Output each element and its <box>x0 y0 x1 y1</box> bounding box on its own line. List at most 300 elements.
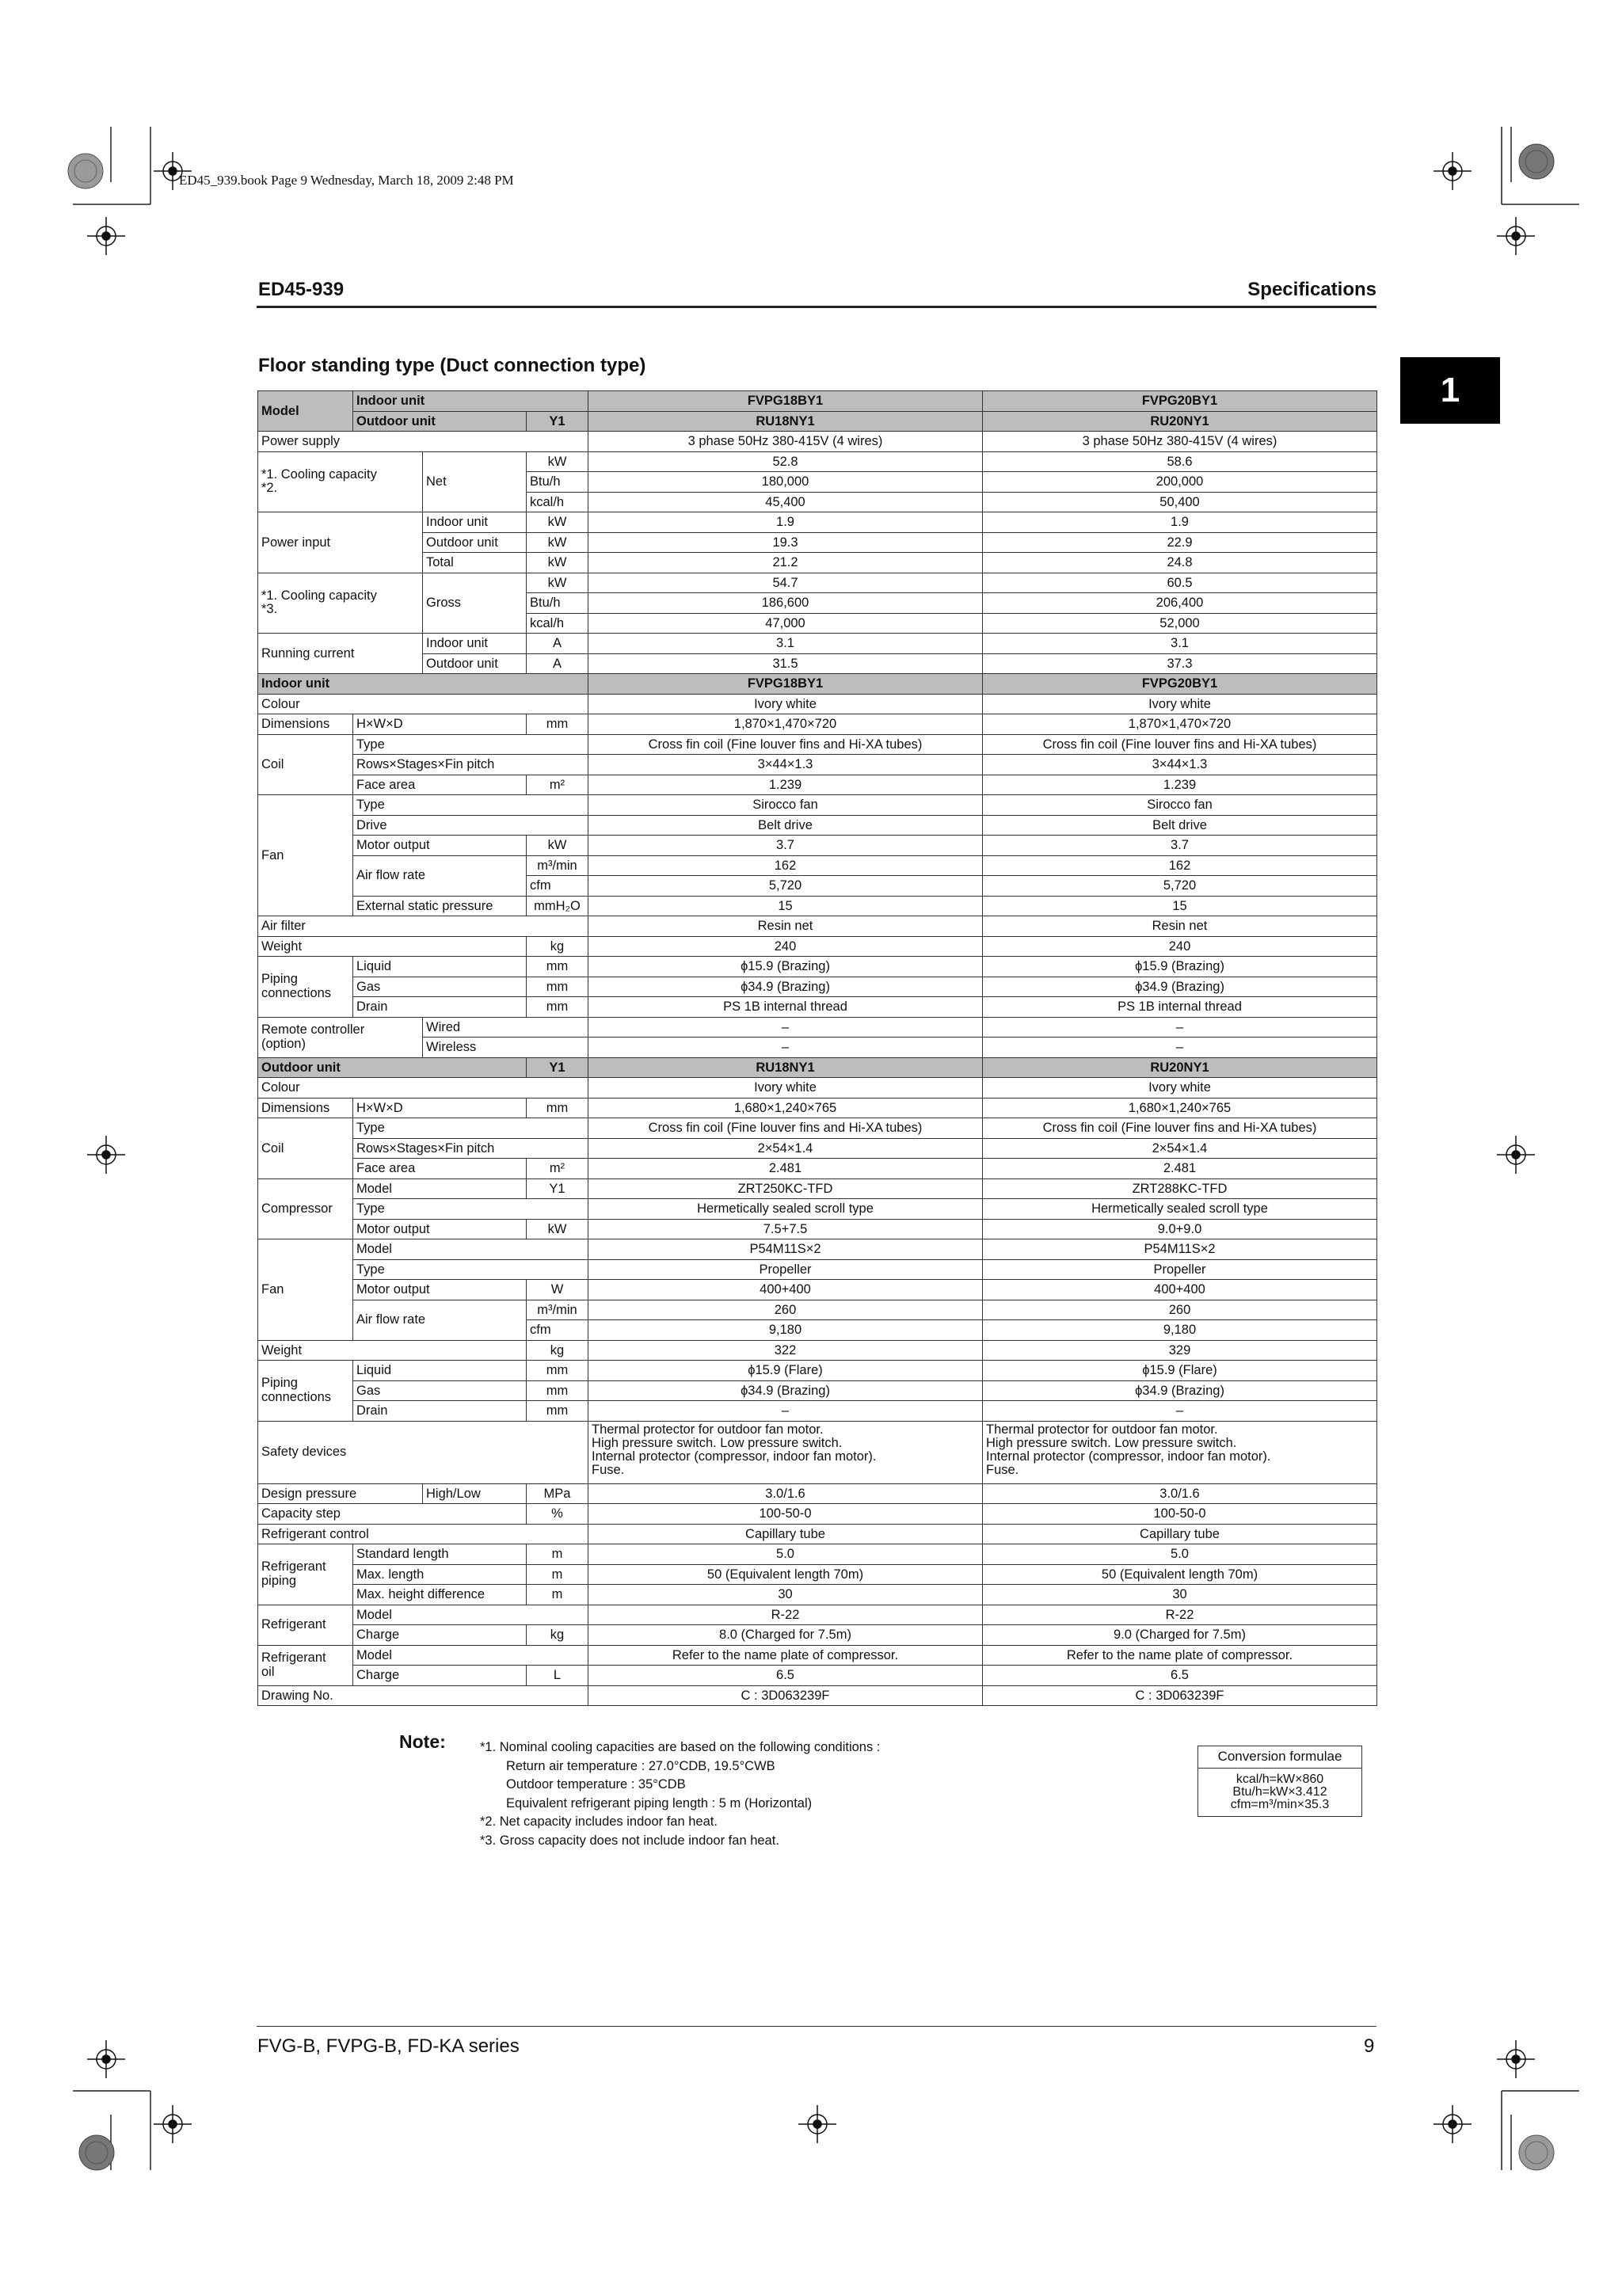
table-cell: Type <box>353 1259 588 1280</box>
table-row <box>258 1239 1377 1260</box>
table-cell: 37.3 <box>983 653 1377 674</box>
table-cell: 400+400 <box>983 1280 1377 1300</box>
table-cell: Safety devices <box>258 1421 588 1483</box>
table-cell: mmH₂O <box>527 896 588 916</box>
table-cell: Outdoor unit <box>258 1057 527 1078</box>
table-cell: 58.6 <box>983 451 1377 472</box>
table-cell: Cross fin coil (Fine louver fins and Hi-XA tubes) <box>588 734 983 755</box>
table-cell: 400+400 <box>588 1280 983 1300</box>
table-cell: Motor output <box>353 1219 527 1239</box>
table-group-header-row <box>258 411 1377 432</box>
table-cell: kW <box>527 573 588 593</box>
table-row <box>258 815 1377 836</box>
table-cell: 100-50-0 <box>588 1504 983 1525</box>
table-cell: 3 phase 50Hz 380-415V (4 wires) <box>983 432 1377 452</box>
table-cell: Charge <box>353 1625 527 1646</box>
table-row <box>258 1645 1377 1666</box>
table-cell: ϕ15.9 (Brazing) <box>983 957 1377 977</box>
table-cell: kg <box>527 1625 588 1646</box>
table-cell: Refrigerant oil <box>258 1645 353 1685</box>
table-cell: 329 <box>983 1340 1377 1361</box>
table-cell: mm <box>527 1361 588 1381</box>
table-cell: kW <box>527 451 588 472</box>
table-cell: Indoor unit <box>258 674 588 695</box>
footer-rule <box>257 2026 1376 2027</box>
table-cell: *1. Cooling capacity *3. <box>258 573 423 634</box>
table-cell: ϕ15.9 (Flare) <box>588 1361 983 1381</box>
table-row <box>258 896 1377 916</box>
table-cell: mm <box>527 714 588 735</box>
table-cell: – <box>983 1038 1377 1058</box>
table-cell: Standard length <box>353 1544 527 1565</box>
table-cell: 6.5 <box>588 1666 983 1686</box>
table-cell: Liquid <box>353 957 527 977</box>
table-cell: Running current <box>258 634 423 674</box>
table-cell: Y1 <box>527 1057 588 1078</box>
header-rule <box>257 306 1376 308</box>
table-cell: 260 <box>983 1300 1377 1320</box>
table-cell: % <box>527 1504 588 1525</box>
table-cell: Piping connections <box>258 1361 353 1422</box>
table-cell: 50 (Equivalent length 70m) <box>588 1564 983 1585</box>
table-cell: Refer to the name plate of compressor. <box>983 1645 1377 1666</box>
table-cell: 31.5 <box>588 653 983 674</box>
table-cell: RU18NY1 <box>588 411 983 432</box>
table-cell: 162 <box>983 855 1377 876</box>
table-cell: RU20NY1 <box>983 1057 1377 1078</box>
table-cell: kg <box>527 1340 588 1361</box>
table-cell: 2.481 <box>588 1159 983 1179</box>
table-cell: 6.5 <box>983 1666 1377 1686</box>
table-cell: Resin net <box>983 916 1377 937</box>
table-cell: mm <box>527 997 588 1018</box>
table-cell: Y1 <box>527 411 588 432</box>
table-row <box>258 795 1377 816</box>
table-cell: mm <box>527 1380 588 1401</box>
table-cell: Wired <box>423 1017 588 1038</box>
table-cell: Hermetically sealed scroll type <box>983 1199 1377 1220</box>
table-row <box>258 916 1377 937</box>
table-cell: Air filter <box>258 916 588 937</box>
table-cell: 2.481 <box>983 1159 1377 1179</box>
conversion-line: Btu/h=kW×3.412 <box>1232 1785 1327 1799</box>
table-cell: Colour <box>258 1078 588 1099</box>
notes-list <box>480 1738 880 1851</box>
table-row <box>258 755 1377 775</box>
table-row <box>258 1380 1377 1401</box>
table-cell: kW <box>527 1219 588 1239</box>
table-cell: Motor output <box>353 836 527 856</box>
table-row <box>258 1098 1377 1118</box>
table-cell: cfm <box>527 1320 588 1341</box>
table-cell: cfm <box>527 876 588 897</box>
table-cell: 206,400 <box>983 593 1377 614</box>
table-cell: Thermal protector for outdoor fan motor. High pressure switch. Low pressure switch. Internal protector (compressor, indoor fan motor). Fuse. <box>983 1421 1377 1483</box>
table-cell: mm <box>527 1098 588 1118</box>
table-cell: Capillary tube <box>983 1524 1377 1544</box>
table-cell: Capacity step <box>258 1504 527 1525</box>
page-number: 9 <box>1364 2035 1375 2057</box>
print-info: ED45_939.book Page 9 Wednesday, March 18, 2009 2:48 PM <box>179 173 514 188</box>
table-cell: Rows×Stages×Fin pitch <box>353 755 588 775</box>
table-row <box>258 512 1377 533</box>
table-cell: Y1 <box>527 1178 588 1199</box>
table-row <box>258 1666 1377 1686</box>
table-cell: FVPG18BY1 <box>588 391 983 412</box>
table-cell: Ivory white <box>588 694 983 714</box>
table-row <box>258 1625 1377 1646</box>
table-cell: 162 <box>588 855 983 876</box>
table-cell: 47,000 <box>588 613 983 634</box>
table-cell: 8.0 (Charged for 7.5m) <box>588 1625 983 1646</box>
table-cell: m <box>527 1585 588 1605</box>
table-cell: Outdoor unit <box>423 653 527 674</box>
table-cell: 50 (Equivalent length 70m) <box>983 1564 1377 1585</box>
conversion-title: Conversion formulae <box>1198 1746 1361 1769</box>
table-cell: Indoor unit <box>353 391 588 412</box>
table-row <box>258 957 1377 977</box>
table-cell: ϕ15.9 (Flare) <box>983 1361 1377 1381</box>
table-cell: 1,870×1,470×720 <box>983 714 1377 735</box>
table-cell: 1.239 <box>588 775 983 795</box>
table-cell: Weight <box>258 1340 527 1361</box>
table-cell: kW <box>527 532 588 553</box>
table-cell: – <box>588 1401 983 1422</box>
table-row <box>258 734 1377 755</box>
table-cell: 260 <box>588 1300 983 1320</box>
table-cell: P54M11S×2 <box>983 1239 1377 1260</box>
table-cell: 60.5 <box>983 573 1377 593</box>
table-cell: Model <box>258 391 353 432</box>
table-cell: kW <box>527 836 588 856</box>
table-cell: 50,400 <box>983 492 1377 512</box>
table-row <box>258 1544 1377 1565</box>
table-cell: ZRT250KC-TFD <box>588 1178 983 1199</box>
table-cell: Power input <box>258 512 423 573</box>
note-line: Return air temperature : 27.0°CDB, 19.5°CWB <box>506 1758 775 1773</box>
table-cell: Motor output <box>353 1280 527 1300</box>
table-cell: 3.0/1.6 <box>983 1483 1377 1504</box>
table-cell: Type <box>353 1118 588 1139</box>
table-row <box>258 1038 1377 1058</box>
table-cell: 54.7 <box>588 573 983 593</box>
table-cell: R-22 <box>588 1605 983 1625</box>
table-cell: m³/min <box>527 855 588 876</box>
table-cell: m <box>527 1564 588 1585</box>
table-cell: Ivory white <box>983 694 1377 714</box>
table-cell: Face area <box>353 1159 527 1179</box>
table-cell: Remote controller (option) <box>258 1017 423 1057</box>
table-cell: – <box>588 1038 983 1058</box>
table-row <box>258 451 1377 472</box>
table-cell: Model <box>353 1645 588 1666</box>
table-row <box>258 1078 1377 1099</box>
table-cell: mm <box>527 957 588 977</box>
table-cell: 9,180 <box>983 1320 1377 1341</box>
table-row <box>258 1421 1377 1483</box>
table-row <box>258 1199 1377 1220</box>
table-cell: A <box>527 653 588 674</box>
table-cell: 3.1 <box>983 634 1377 654</box>
table-row <box>258 1361 1377 1381</box>
note-label: Note: <box>399 1731 446 1752</box>
table-cell: W <box>527 1280 588 1300</box>
table-cell: Air flow rate <box>353 855 527 896</box>
table-cell: Piping connections <box>258 957 353 1018</box>
table-cell: 24.8 <box>983 553 1377 573</box>
table-cell: Indoor unit <box>423 512 527 533</box>
table-cell: mm <box>527 977 588 997</box>
table-row <box>258 855 1377 876</box>
table-cell: Max. length <box>353 1564 527 1585</box>
table-cell: Ivory white <box>983 1078 1377 1099</box>
table-cell: 1.9 <box>983 512 1377 533</box>
footer-series: FVG-B, FVPG-B, FD-KA series <box>257 2035 520 2057</box>
table-cell: 15 <box>983 896 1377 916</box>
table-cell: Model <box>353 1178 527 1199</box>
table-cell: m² <box>527 1159 588 1179</box>
table-cell: Propeller <box>588 1259 983 1280</box>
table-cell: 30 <box>983 1585 1377 1605</box>
table-cell: External static pressure <box>353 896 527 916</box>
table-cell: Outdoor unit <box>423 532 527 553</box>
table-cell: Capillary tube <box>588 1524 983 1544</box>
table-cell: Btu/h <box>527 593 588 614</box>
table-cell: Model <box>353 1605 588 1625</box>
specification-table <box>257 390 1377 1706</box>
note-line: *3. Gross capacity does not include indoor fan heat. <box>480 1833 779 1848</box>
conversion-formulae-box <box>1197 1746 1362 1817</box>
table-cell: 3×44×1.3 <box>588 755 983 775</box>
table-cell: Dimensions <box>258 1098 353 1118</box>
table-group-header-row <box>258 1057 1377 1078</box>
table-cell: Drawing No. <box>258 1685 588 1706</box>
table-cell: Cross fin coil (Fine louver fins and Hi-XA tubes) <box>588 1118 983 1139</box>
table-cell: 5,720 <box>588 876 983 897</box>
table-cell: Type <box>353 734 588 755</box>
table-row <box>258 977 1377 997</box>
table-cell: 45,400 <box>588 492 983 512</box>
table-cell: Rows×Stages×Fin pitch <box>353 1138 588 1159</box>
table-cell: ϕ34.9 (Brazing) <box>588 977 983 997</box>
table-cell: 21.2 <box>588 553 983 573</box>
table-cell: 9.0 (Charged for 7.5m) <box>983 1625 1377 1646</box>
table-cell: 1.239 <box>983 775 1377 795</box>
table-cell: Net <box>423 451 527 512</box>
table-row <box>258 1159 1377 1179</box>
table-cell: 52.8 <box>588 451 983 472</box>
table-row <box>258 1017 1377 1038</box>
table-cell: H×W×D <box>353 1098 527 1118</box>
table-cell: ZRT288KC-TFD <box>983 1178 1377 1199</box>
table-cell: – <box>983 1401 1377 1422</box>
table-row <box>258 1564 1377 1585</box>
table-cell: Refrigerant <box>258 1605 353 1645</box>
doc-code: ED45-939 <box>258 279 345 300</box>
table-row <box>258 1340 1377 1361</box>
table-row <box>258 653 1377 674</box>
table-cell: Belt drive <box>983 815 1377 836</box>
table-row <box>258 1219 1377 1239</box>
table-row <box>258 1300 1377 1320</box>
table-cell: kcal/h <box>527 613 588 634</box>
note-line: Outdoor temperature : 35°CDB <box>506 1777 686 1792</box>
table-row <box>258 1685 1377 1706</box>
table-cell: Weight <box>258 936 527 957</box>
table-cell: 5.0 <box>588 1544 983 1565</box>
table-row <box>258 573 1377 593</box>
note-line: *2. Net capacity includes indoor fan heat. <box>480 1814 718 1830</box>
table-cell: 9,180 <box>588 1320 983 1341</box>
table-cell: 2×54×1.4 <box>588 1138 983 1159</box>
table-row <box>258 1259 1377 1280</box>
table-group-header-row <box>258 674 1377 695</box>
table-cell: kg <box>527 936 588 957</box>
table-cell: Drive <box>353 815 588 836</box>
table-cell: m <box>527 1544 588 1565</box>
table-row <box>258 714 1377 735</box>
table-cell: 3.1 <box>588 634 983 654</box>
table-cell: 180,000 <box>588 472 983 493</box>
table-row <box>258 836 1377 856</box>
table-cell: MPa <box>527 1483 588 1504</box>
table-cell: Charge <box>353 1666 527 1686</box>
table-cell: Power supply <box>258 432 588 452</box>
table-cell: Sirocco fan <box>588 795 983 816</box>
table-cell: Hermetically sealed scroll type <box>588 1199 983 1220</box>
table-row <box>258 1280 1377 1300</box>
table-cell: Type <box>353 1199 588 1220</box>
table-cell: mm <box>527 1401 588 1422</box>
table-cell: Resin net <box>588 916 983 937</box>
table-cell: 22.9 <box>983 532 1377 553</box>
table-cell: Dimensions <box>258 714 353 735</box>
section-title: Specifications <box>1247 279 1376 300</box>
table-cell: Drain <box>353 1401 527 1422</box>
table-cell: 52,000 <box>983 613 1377 634</box>
table-cell: Compressor <box>258 1178 353 1239</box>
table-cell: Coil <box>258 734 353 795</box>
table-row <box>258 775 1377 795</box>
table-cell: 1,680×1,240×765 <box>983 1098 1377 1118</box>
table-cell: *1. Cooling capacity *2. <box>258 451 423 512</box>
table-cell: Outdoor unit <box>353 411 527 432</box>
table-row <box>258 936 1377 957</box>
table-cell: L <box>527 1666 588 1686</box>
table-cell: 322 <box>588 1340 983 1361</box>
table-cell: 3.7 <box>588 836 983 856</box>
table-cell: Cross fin coil (Fine louver fins and Hi-XA tubes) <box>983 734 1377 755</box>
table-row <box>258 997 1377 1018</box>
table-cell: High/Low <box>423 1483 527 1504</box>
conversion-lines <box>1198 1769 1361 1816</box>
table-row <box>258 1605 1377 1625</box>
table-cell: 15 <box>588 896 983 916</box>
table-row <box>258 1138 1377 1159</box>
table-cell: Max. height difference <box>353 1585 527 1605</box>
table-cell: ϕ34.9 (Brazing) <box>983 977 1377 997</box>
table-cell: Refer to the name plate of compressor. <box>588 1645 983 1666</box>
table-cell: PS 1B internal thread <box>588 997 983 1018</box>
table-cell: Refrigerant piping <box>258 1544 353 1605</box>
table-cell: Type <box>353 795 588 816</box>
table-cell: FVPG20BY1 <box>983 674 1377 695</box>
table-cell: Design pressure <box>258 1483 423 1504</box>
table-cell: Face area <box>353 775 527 795</box>
table-cell: Drain <box>353 997 527 1018</box>
table-row <box>258 1401 1377 1422</box>
table-cell: Sirocco fan <box>983 795 1377 816</box>
table-cell: 5,720 <box>983 876 1377 897</box>
table-row <box>258 532 1377 553</box>
table-cell: 240 <box>588 936 983 957</box>
table-cell: PS 1B internal thread <box>983 997 1377 1018</box>
table-cell: FVPG18BY1 <box>588 674 983 695</box>
table-row <box>258 1524 1377 1544</box>
table-cell: H×W×D <box>353 714 527 735</box>
table-cell: Btu/h <box>527 472 588 493</box>
table-cell: Propeller <box>983 1259 1377 1280</box>
table-cell: 240 <box>983 936 1377 957</box>
table-cell: R-22 <box>983 1605 1377 1625</box>
table-cell: Air flow rate <box>353 1300 527 1340</box>
table-cell: RU20NY1 <box>983 411 1377 432</box>
table-cell: Gross <box>423 573 527 634</box>
table-cell: 2×54×1.4 <box>983 1138 1377 1159</box>
chapter-tab: 1 <box>1400 357 1500 424</box>
table-row <box>258 553 1377 573</box>
table-cell: ϕ34.9 (Brazing) <box>983 1380 1377 1401</box>
conversion-line: kcal/h=kW×860 <box>1236 1772 1324 1786</box>
table-cell: Fan <box>258 795 353 916</box>
table-cell: Gas <box>353 1380 527 1401</box>
note-line: Equivalent refrigerant piping length : 5 m (Horizontal) <box>506 1795 813 1811</box>
table-row <box>258 1504 1377 1525</box>
table-cell: Gas <box>353 977 527 997</box>
table-row <box>258 1118 1377 1139</box>
table-cell: 1,870×1,470×720 <box>588 714 983 735</box>
table-cell: Coil <box>258 1118 353 1179</box>
table-cell: Total <box>423 553 527 573</box>
note-line: *1. Nominal cooling capacities are based on the following conditions : <box>480 1740 881 1754</box>
table-cell: kW <box>527 553 588 573</box>
table-cell: 3.7 <box>983 836 1377 856</box>
table-cell: Refrigerant control <box>258 1524 588 1544</box>
conversion-line: cfm=m³/min×35.3 <box>1230 1798 1330 1811</box>
table-row <box>258 1585 1377 1605</box>
table-cell: Indoor unit <box>423 634 527 654</box>
table-cell: ϕ15.9 (Brazing) <box>588 957 983 977</box>
table-group-header-row <box>258 391 1377 412</box>
table-cell: Cross fin coil (Fine louver fins and Hi-XA tubes) <box>983 1118 1377 1139</box>
table-cell: 200,000 <box>983 472 1377 493</box>
table-cell: Thermal protector for outdoor fan motor. High pressure switch. Low pressure switch. Internal protector (compressor, indoor fan motor). Fuse. <box>588 1421 983 1483</box>
table-cell: 30 <box>588 1585 983 1605</box>
table-row <box>258 1483 1377 1504</box>
table-row <box>258 432 1377 452</box>
table-cell: – <box>983 1017 1377 1038</box>
table-cell: C : 3D063239F <box>588 1685 983 1706</box>
table-cell: 7.5+7.5 <box>588 1219 983 1239</box>
page-title: Floor standing type (Duct connection type) <box>258 355 646 376</box>
table-cell: m² <box>527 775 588 795</box>
table-cell: RU18NY1 <box>588 1057 983 1078</box>
table-cell: 19.3 <box>588 532 983 553</box>
table-cell: 100-50-0 <box>983 1504 1377 1525</box>
table-cell: – <box>588 1017 983 1038</box>
table-cell: Belt drive <box>588 815 983 836</box>
table-cell: ϕ34.9 (Brazing) <box>588 1380 983 1401</box>
